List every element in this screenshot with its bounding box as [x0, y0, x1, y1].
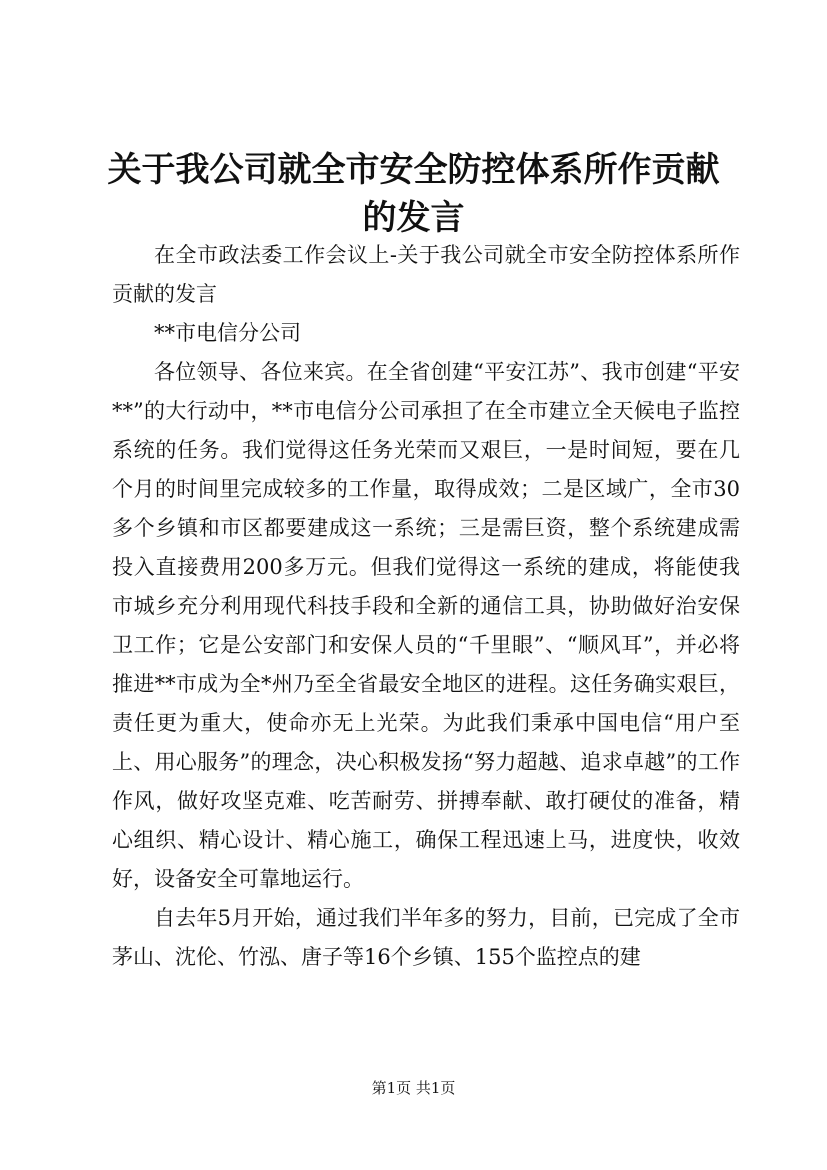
- paragraph-company-name: **市电信分公司: [154, 321, 301, 345]
- paragraph-progress: 自去年5月开始，通过我们半年多的努力，目前，已完成了全市茅山、沈伦、竹泓、唐子等16个乡镇、155个监控点的建: [112, 906, 740, 969]
- document-body: [112, 236, 740, 977]
- paragraph-speech-main: 各位领导、各位来宾。在全省创建“平安江苏”、我市创建“平安**”的大行动中，**市电信分公司承担了在全市建立全天候电子监控系统的任务。我们觉得这任务光荣而又艰巨，一是时间短，要在几个月的时间里完成较多的工作量，取得成效；二是区域广，全市30多个乡镇和市区都要建成这一系统；三是需巨资，整个系统建成需投入直接费用200多万元。但我们觉得这一系统的建成，将能使我市城乡充分利用现代科技手段和全新的通信工具，协助做好治安保卫工作；它是公安部门和安保人员的“千里眼”、“顺风耳”，并必将推进**市成为全*州乃至全省最安全地区的进程。这任务确实艰巨，责任更为重大，使命亦无上光荣。为此我们秉承中国电信“用户至上、用心服务”的理念，决心积极发扬“努力超越、追求卓越”的工作作风，做好攻坚克难、吃苦耐劳、拼搏奉献、敢打硬仗的准备，精心组织、精心设计、精心施工，确保工程迅速上马，进度快，收效好，设备安全可靠地运行。: [112, 360, 740, 891]
- page-number-footer: 第1页 共1页: [371, 1079, 456, 1097]
- document-title: 关于我公司就全市安全防控体系所作贡献的发言: [107, 150, 720, 238]
- paragraph-meeting-heading: 在全市政法委工作会议上-关于我公司就全市安全防控体系所作贡献的发言: [112, 243, 740, 306]
